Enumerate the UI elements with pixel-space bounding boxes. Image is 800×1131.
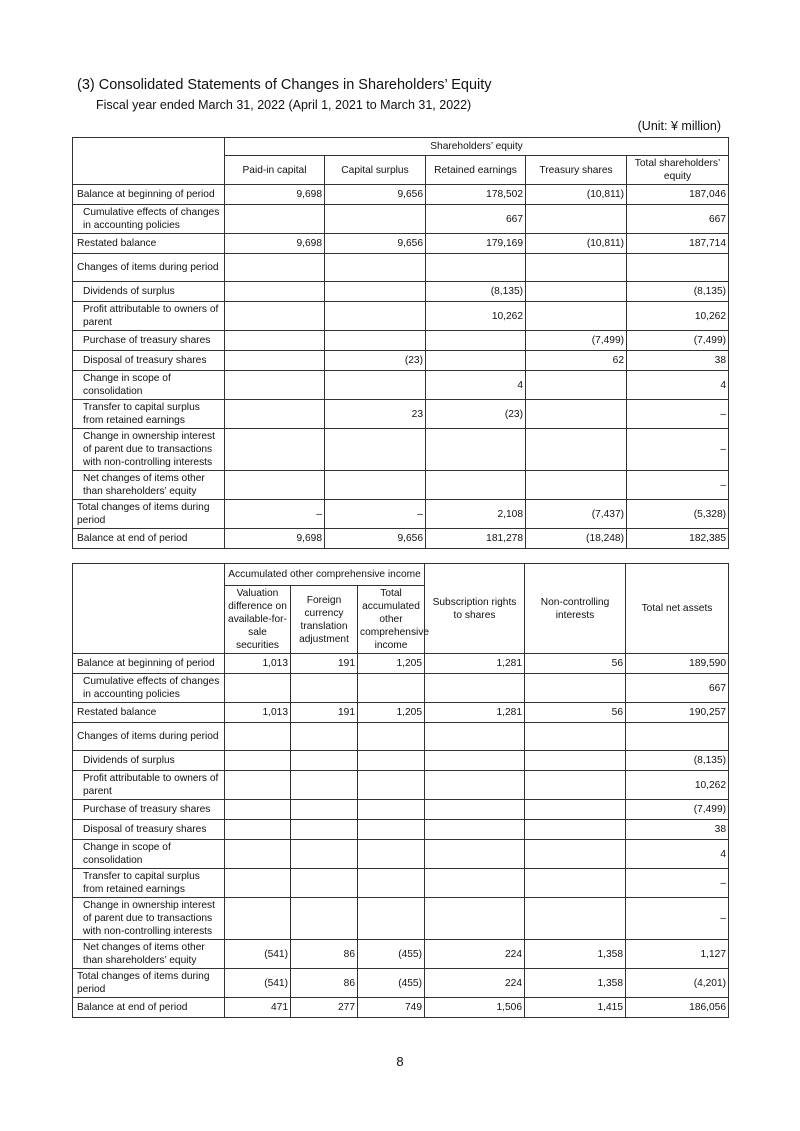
group-header: Accumulated other comprehensive income bbox=[225, 564, 425, 586]
row-label: Changes of items during period bbox=[73, 254, 225, 282]
row-label: Net changes of items other than shareholders’ equity bbox=[73, 940, 225, 969]
value-cell: 471 bbox=[225, 998, 291, 1018]
value-cell bbox=[225, 800, 291, 820]
table-row bbox=[73, 429, 729, 471]
value-cell: 1,013 bbox=[225, 654, 291, 674]
value-cell bbox=[627, 254, 729, 282]
value-cell bbox=[225, 820, 291, 840]
table-row bbox=[73, 820, 729, 840]
value-cell: 56 bbox=[525, 703, 626, 723]
column-header: Subscription rights to shares bbox=[425, 564, 525, 654]
column-header: Paid-in capital bbox=[225, 156, 325, 185]
table-row bbox=[73, 674, 729, 703]
value-cell bbox=[426, 254, 526, 282]
value-cell: (8,135) bbox=[626, 751, 729, 771]
value-cell bbox=[291, 771, 358, 800]
value-cell bbox=[425, 820, 525, 840]
value-cell bbox=[525, 869, 626, 898]
group-header: Shareholders’ equity bbox=[225, 138, 729, 156]
value-cell bbox=[426, 331, 526, 351]
value-cell: 9,656 bbox=[325, 529, 426, 549]
value-cell: 1,205 bbox=[358, 654, 425, 674]
value-cell: 1,013 bbox=[225, 703, 291, 723]
value-cell: 179,169 bbox=[426, 234, 526, 254]
value-cell: (23) bbox=[426, 400, 526, 429]
value-cell bbox=[526, 254, 627, 282]
value-cell bbox=[325, 471, 426, 500]
table-row bbox=[73, 751, 729, 771]
table-row bbox=[73, 254, 729, 282]
value-cell: 62 bbox=[526, 351, 627, 371]
value-cell: 1,506 bbox=[425, 998, 525, 1018]
value-cell: (455) bbox=[358, 940, 425, 969]
value-cell bbox=[225, 471, 325, 500]
value-cell bbox=[525, 674, 626, 703]
value-cell: – bbox=[627, 400, 729, 429]
value-cell: 9,698 bbox=[225, 185, 325, 205]
value-cell: 178,502 bbox=[426, 185, 526, 205]
value-cell bbox=[358, 840, 425, 869]
value-cell: 187,714 bbox=[627, 234, 729, 254]
value-cell: (541) bbox=[225, 969, 291, 998]
column-header: Valuation difference on available-for-sale securities bbox=[225, 586, 291, 654]
value-cell: – bbox=[627, 471, 729, 500]
value-cell bbox=[526, 302, 627, 331]
row-label: Restated balance bbox=[73, 703, 225, 723]
row-label: Changes of items during period bbox=[73, 723, 225, 751]
value-cell: (7,437) bbox=[526, 500, 627, 529]
table-row bbox=[73, 800, 729, 820]
value-cell: 10,262 bbox=[426, 302, 526, 331]
value-cell bbox=[325, 371, 426, 400]
value-cell bbox=[225, 723, 291, 751]
table-row bbox=[73, 998, 729, 1018]
value-cell bbox=[425, 751, 525, 771]
value-cell: 1,281 bbox=[425, 654, 525, 674]
row-label: Balance at end of period bbox=[73, 998, 225, 1018]
value-cell bbox=[291, 869, 358, 898]
value-cell: 186,056 bbox=[626, 998, 729, 1018]
value-cell: (455) bbox=[358, 969, 425, 998]
row-label: Net changes of items other than shareholders’ equity bbox=[73, 471, 225, 500]
table-row bbox=[73, 969, 729, 998]
value-cell: 181,278 bbox=[426, 529, 526, 549]
table-row bbox=[73, 471, 729, 500]
value-cell: 4 bbox=[626, 840, 729, 869]
value-cell: 191 bbox=[291, 703, 358, 723]
value-cell bbox=[325, 282, 426, 302]
value-cell: 23 bbox=[325, 400, 426, 429]
value-cell: 749 bbox=[358, 998, 425, 1018]
value-cell: 1,127 bbox=[626, 940, 729, 969]
value-cell: (5,328) bbox=[627, 500, 729, 529]
value-cell: 9,656 bbox=[325, 234, 426, 254]
value-cell bbox=[325, 254, 426, 282]
table-row bbox=[73, 302, 729, 331]
column-header: Total accumulated other comprehensive income bbox=[358, 586, 425, 654]
value-cell bbox=[225, 331, 325, 351]
value-cell bbox=[526, 205, 627, 234]
value-cell: 4 bbox=[627, 371, 729, 400]
value-cell bbox=[291, 840, 358, 869]
table-row bbox=[73, 400, 729, 429]
row-label: Balance at end of period bbox=[73, 529, 225, 549]
value-cell: 277 bbox=[291, 998, 358, 1018]
value-cell bbox=[358, 723, 425, 751]
value-cell bbox=[425, 674, 525, 703]
table-row bbox=[73, 234, 729, 254]
value-cell bbox=[425, 771, 525, 800]
value-cell bbox=[325, 331, 426, 351]
value-cell: 86 bbox=[291, 969, 358, 998]
value-cell: 182,385 bbox=[627, 529, 729, 549]
row-label-header bbox=[73, 564, 225, 654]
value-cell: 86 bbox=[291, 940, 358, 969]
value-cell bbox=[425, 800, 525, 820]
row-label: Cumulative effects of changes in accounting policies bbox=[73, 205, 225, 234]
value-cell bbox=[425, 840, 525, 869]
column-header: Total net assets bbox=[626, 564, 729, 654]
value-cell: 1,415 bbox=[525, 998, 626, 1018]
value-cell: 9,698 bbox=[225, 234, 325, 254]
table-row bbox=[73, 185, 729, 205]
value-cell: 10,262 bbox=[627, 302, 729, 331]
value-cell bbox=[225, 898, 291, 940]
value-cell bbox=[291, 898, 358, 940]
row-label: Disposal of treasury shares bbox=[73, 351, 225, 371]
value-cell bbox=[291, 723, 358, 751]
value-cell: 190,257 bbox=[626, 703, 729, 723]
value-cell: 1,358 bbox=[525, 940, 626, 969]
value-cell: 191 bbox=[291, 654, 358, 674]
column-header: Foreign currency translation adjustment bbox=[291, 586, 358, 654]
column-header: Total shareholders’ equity bbox=[627, 156, 729, 185]
value-cell bbox=[358, 869, 425, 898]
row-label: Change in scope of consolidation bbox=[73, 371, 225, 400]
table-row bbox=[73, 371, 729, 400]
value-cell: 667 bbox=[426, 205, 526, 234]
row-label: Total changes of items during period bbox=[73, 500, 225, 529]
value-cell bbox=[325, 302, 426, 331]
value-cell: 9,698 bbox=[225, 529, 325, 549]
row-label: Total changes of items during period bbox=[73, 969, 225, 998]
value-cell: 224 bbox=[425, 940, 525, 969]
value-cell bbox=[426, 351, 526, 371]
value-cell: 667 bbox=[626, 674, 729, 703]
value-cell bbox=[291, 820, 358, 840]
value-cell: (7,499) bbox=[627, 331, 729, 351]
table-row bbox=[73, 869, 729, 898]
column-header: Treasury shares bbox=[526, 156, 627, 185]
value-cell bbox=[526, 282, 627, 302]
value-cell bbox=[525, 723, 626, 751]
page-number: 8 bbox=[396, 1054, 404, 1069]
value-cell bbox=[225, 302, 325, 331]
value-cell: (10,811) bbox=[526, 185, 627, 205]
value-cell: 10,262 bbox=[626, 771, 729, 800]
table-row bbox=[73, 703, 729, 723]
row-label: Profit attributable to owners of parent bbox=[73, 771, 225, 800]
shareholders-equity-table bbox=[72, 137, 729, 549]
value-cell bbox=[225, 400, 325, 429]
net-assets-table bbox=[72, 563, 729, 1018]
value-cell: (10,811) bbox=[526, 234, 627, 254]
row-label: Change in ownership interest of parent due to transactions with non-controlling interests bbox=[73, 429, 225, 471]
value-cell bbox=[225, 371, 325, 400]
value-cell bbox=[291, 674, 358, 703]
row-label: Change in ownership interest of parent due to transactions with non-controlling interests bbox=[73, 898, 225, 940]
value-cell bbox=[525, 751, 626, 771]
value-cell bbox=[225, 282, 325, 302]
row-label: Disposal of treasury shares bbox=[73, 820, 225, 840]
unit-label: (Unit: ¥ million) bbox=[637, 119, 721, 133]
table-row bbox=[73, 654, 729, 674]
table-row bbox=[73, 840, 729, 869]
value-cell: 56 bbox=[525, 654, 626, 674]
value-cell: 2,108 bbox=[426, 500, 526, 529]
table-row bbox=[73, 940, 729, 969]
value-cell bbox=[225, 751, 291, 771]
row-label: Balance at beginning of period bbox=[73, 185, 225, 205]
value-cell: (18,248) bbox=[526, 529, 627, 549]
table-row bbox=[73, 331, 729, 351]
value-cell: 38 bbox=[627, 351, 729, 371]
value-cell: 38 bbox=[626, 820, 729, 840]
value-cell bbox=[291, 800, 358, 820]
row-label: Purchase of treasury shares bbox=[73, 800, 225, 820]
column-header: Non-controlling interests bbox=[525, 564, 626, 654]
value-cell bbox=[526, 400, 627, 429]
value-cell bbox=[525, 898, 626, 940]
value-cell bbox=[358, 771, 425, 800]
value-cell bbox=[525, 840, 626, 869]
value-cell: 189,590 bbox=[626, 654, 729, 674]
value-cell bbox=[225, 205, 325, 234]
value-cell bbox=[426, 471, 526, 500]
value-cell bbox=[358, 751, 425, 771]
value-cell: 187,046 bbox=[627, 185, 729, 205]
value-cell bbox=[426, 429, 526, 471]
value-cell bbox=[225, 254, 325, 282]
table-row bbox=[73, 529, 729, 549]
table-row bbox=[73, 898, 729, 940]
value-cell: (8,135) bbox=[426, 282, 526, 302]
value-cell: – bbox=[627, 429, 729, 471]
column-header: Capital surplus bbox=[325, 156, 426, 185]
column-header: Retained earnings bbox=[426, 156, 526, 185]
value-cell bbox=[526, 471, 627, 500]
value-cell bbox=[358, 800, 425, 820]
row-label-header bbox=[73, 138, 225, 185]
value-cell: 667 bbox=[627, 205, 729, 234]
value-cell bbox=[225, 771, 291, 800]
value-cell bbox=[526, 429, 627, 471]
value-cell bbox=[325, 205, 426, 234]
value-cell: (4,201) bbox=[626, 969, 729, 998]
value-cell: (7,499) bbox=[526, 331, 627, 351]
fiscal-period-subtitle: Fiscal year ended March 31, 2022 (April 1, 2021 to March 31, 2022) bbox=[96, 98, 472, 112]
table-row bbox=[73, 351, 729, 371]
value-cell: 224 bbox=[425, 969, 525, 998]
value-cell: (23) bbox=[325, 351, 426, 371]
row-label: Purchase of treasury shares bbox=[73, 331, 225, 351]
row-label: Transfer to capital surplus from retained earnings bbox=[73, 400, 225, 429]
table-row bbox=[73, 205, 729, 234]
value-cell: – bbox=[225, 500, 325, 529]
row-label: Transfer to capital surplus from retained earnings bbox=[73, 869, 225, 898]
value-cell bbox=[358, 674, 425, 703]
value-cell bbox=[225, 674, 291, 703]
value-cell bbox=[225, 840, 291, 869]
value-cell bbox=[325, 429, 426, 471]
value-cell: (8,135) bbox=[627, 282, 729, 302]
value-cell bbox=[526, 371, 627, 400]
value-cell: (7,499) bbox=[626, 800, 729, 820]
row-label: Dividends of surplus bbox=[73, 282, 225, 302]
value-cell: (541) bbox=[225, 940, 291, 969]
value-cell bbox=[626, 723, 729, 751]
value-cell bbox=[358, 820, 425, 840]
value-cell bbox=[225, 869, 291, 898]
value-cell bbox=[291, 751, 358, 771]
value-cell bbox=[525, 771, 626, 800]
value-cell bbox=[525, 820, 626, 840]
section-title: (3) Consolidated Statements of Changes in Shareholders’ Equity bbox=[77, 77, 492, 93]
value-cell: 9,656 bbox=[325, 185, 426, 205]
row-label: Restated balance bbox=[73, 234, 225, 254]
value-cell: 1,358 bbox=[525, 969, 626, 998]
value-cell: 4 bbox=[426, 371, 526, 400]
value-cell bbox=[425, 869, 525, 898]
value-cell: – bbox=[626, 898, 729, 940]
value-cell bbox=[525, 800, 626, 820]
value-cell bbox=[225, 351, 325, 371]
value-cell: 1,281 bbox=[425, 703, 525, 723]
value-cell bbox=[225, 429, 325, 471]
row-label: Profit attributable to owners of parent bbox=[73, 302, 225, 331]
row-label: Change in scope of consolidation bbox=[73, 840, 225, 869]
value-cell: – bbox=[325, 500, 426, 529]
row-label: Balance at beginning of period bbox=[73, 654, 225, 674]
row-label: Dividends of surplus bbox=[73, 751, 225, 771]
value-cell: 1,205 bbox=[358, 703, 425, 723]
value-cell bbox=[425, 723, 525, 751]
table-row bbox=[73, 500, 729, 529]
value-cell bbox=[425, 898, 525, 940]
value-cell bbox=[358, 898, 425, 940]
value-cell: – bbox=[626, 869, 729, 898]
table-row bbox=[73, 282, 729, 302]
row-label: Cumulative effects of changes in accounting policies bbox=[73, 674, 225, 703]
table-row bbox=[73, 723, 729, 751]
table-row bbox=[73, 771, 729, 800]
